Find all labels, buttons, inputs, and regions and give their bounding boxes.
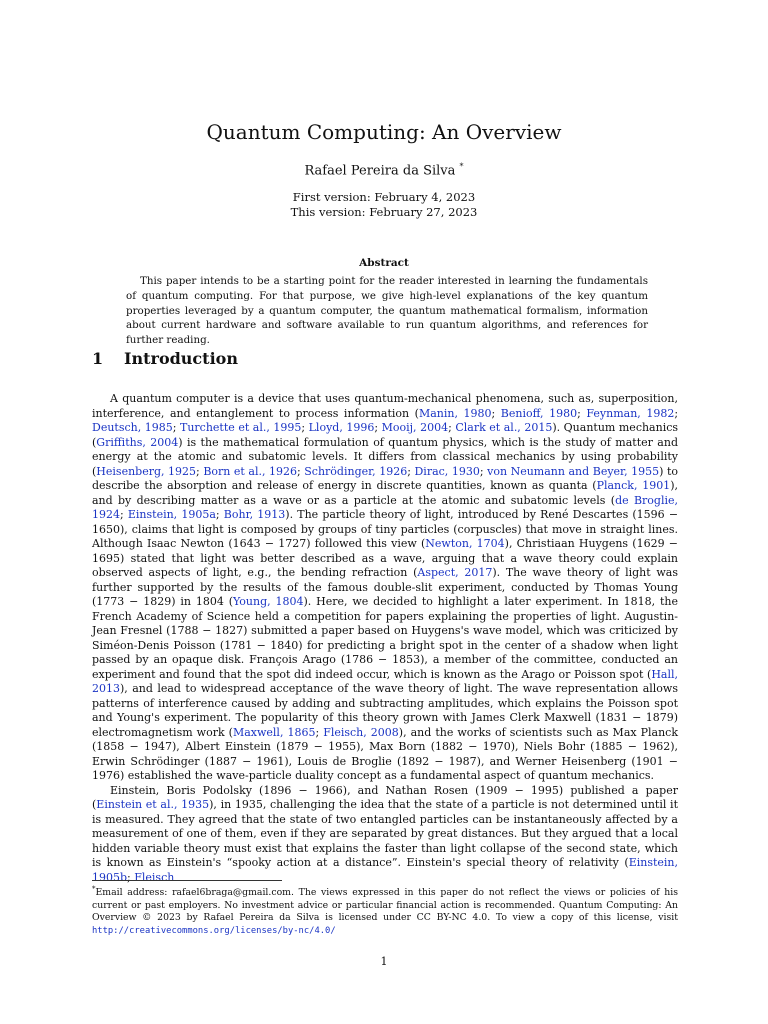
citation-link[interactable]: Griffiths, 2004: [96, 435, 179, 449]
footnote-mark: *: [92, 885, 96, 893]
body-text-run: ) to describe the absorption and release of energy in discrete quantities, known as quanta (: [92, 464, 679, 492]
first-version-date: First version: February 4, 2023: [292, 190, 476, 204]
citation-link[interactable]: Schrödinger, 1926: [304, 464, 408, 478]
body-text-run: ;: [215, 508, 224, 521]
footnote-divider: [92, 880, 282, 881]
body-text-run: ). The wave theory of light was further supported by the results of the famous double-slit experiment, conducted by Thomas Young (1773 − 1829) in 1804 (: [92, 566, 678, 608]
abstract-heading: Abstract: [359, 257, 409, 269]
body-text-run: ), and the works of scientists such as Max Planck (1858 − 1947), Albert Einstein (1879 − 1955), Max Born (1882 − 1970), Niels Bohr (1885 − 1962), Erwin Schrödinger (1887 − 1961), Louis de Broglie (1892 − 1987), and Werner Heisenberg (1901 − 1976) established the wave-particle duality concept as a fundamental aspect of quantum mechanics.: [92, 725, 678, 782]
body-text-run: ), and by describing matter as a wave or as a particle at the atomic and subatomic levels (: [92, 479, 678, 507]
body-text-run: ). Here, we decided to highlight a later experiment. In 1818, the French Academy of Science held a competition for papers explaining the properties of light. Augustin-Jean Fresnel (1788 − 1827) submitted a paper based on Huygens's wave model, which was criticized by Siméon-Denis Poisson (1781 − 1840) for predicting a bright spot in the center of a shadow when light passed by an opaque disk. François Arago (1786 − 1853), a member of the committee, conducted an experiment and found that the spot did indeed occur, which is known as the Arago or Poisson spot (: [92, 595, 678, 681]
citation-link[interactable]: Born et al., 1926: [203, 464, 297, 478]
body-text-run: ), Christiaan Huygens (1629 − 1695) stated that light was better described as a wave, arguing that a wave theory could explain observed aspects of light, e.g., the bending refraction (: [92, 537, 678, 579]
citation-link[interactable]: Einstein, 1905b: [92, 856, 678, 884]
body-text-run: ;: [301, 421, 309, 434]
this-version-date: This version: February 27, 2023: [290, 205, 478, 219]
citation-link[interactable]: Manin, 1980: [418, 406, 492, 420]
body-text-run: ;: [315, 725, 324, 739]
body-text-run: ). The particle theory of light, introduced by René Descartes (1596 − 1650), claims that light is composed by groups of tiny particles (corpuscles) that move in straight lines. Although Isaac Newton (1643 − 1727) followed this view (: [92, 508, 679, 550]
abstract-text: This paper intends to be a starting point for the reader interested in learning the fundamentals of quantum computing. For that purpose, we give high-level explanations of the key quantum properties leveraged by a quantum computer, the quantum mathematical formalism, information about current hardware and software available to run quantum algorithms, and references for further reading.: [126, 275, 648, 347]
introduction-body: [92, 392, 678, 885]
footnote: [92, 883, 678, 937]
body-paragraph: [92, 784, 678, 886]
footnote-text: Email address: rafael6braga@gmail.com. The views expressed in this paper do not reflect the views or policies of his current or past employers. No investment advice or particular financial action is recommended. Quantum Computing: An Overview © 2023 by Rafael Pereira da Silva is licensed under CC BY-NC 4.0. To view a copy of this license, visit: [92, 887, 678, 924]
body-paragraph: [92, 392, 678, 784]
citation-link[interactable]: Hall, 2013: [92, 667, 678, 695]
citation-link[interactable]: Clark et al., 2015: [455, 421, 553, 434]
citation-link[interactable]: Einstein et al., 1935: [96, 798, 210, 811]
body-text-run: ;: [491, 406, 501, 420]
citation-link[interactable]: Newton, 1704: [425, 537, 505, 550]
body-text-run: ), and lead to widespread acceptance of the wave theory of light. The wave representation allows patterns of interference caused by adding and subtracting amplitudes, which explains the Poisson spot and Young's experiment. The popularity of this theory grown with James Clerk Maxwell (1831 − 1879) electromagnetism work (: [92, 682, 678, 739]
paper-title: Quantum Computing: An Overview: [206, 120, 562, 144]
citation-link[interactable]: Aspect, 2017: [417, 566, 493, 579]
citation-link[interactable]: Feynman, 1982: [586, 406, 675, 420]
citation-link[interactable]: de Broglie, 1924: [92, 493, 678, 521]
citation-link[interactable]: Deutsch, 1985: [92, 421, 173, 434]
citation-link[interactable]: Dirac, 1930: [414, 464, 480, 478]
citation-link[interactable]: Young, 1804: [233, 595, 304, 608]
body-text-run: ;: [196, 464, 204, 478]
body-text-run: ;: [448, 421, 456, 434]
citation-link[interactable]: Fleisch: [134, 870, 175, 884]
body-text-run: ) is the mathematical formulation of quantum physics, which is the study of matter and energy at the atomic and subatomic levels. It differs from classical mechanics by using probability (: [92, 435, 678, 478]
citation-link[interactable]: Planck, 1901: [596, 479, 671, 492]
body-text-run: ;: [674, 406, 679, 420]
citation-link[interactable]: Bohr, 1913: [223, 508, 286, 521]
citation-link[interactable]: Heisenberg, 1925: [96, 464, 197, 478]
body-text-run: ), in 1935, challenging the idea that the state of a particle is not determined until it is measured. They agreed that the state of two entangled particles can be instantaneously affected by a measurement of one of them, even if they are separated by great distances. But they argued that a local hidden variable theory must exist that explains the faster than light collapse of the second state, which is known as Einstein's “spooky action at a distance”. Einstein's special theory of relativity (: [92, 798, 678, 869]
body-text-run: ;: [479, 464, 488, 478]
page-number: 1: [380, 955, 388, 968]
author-line: [0, 162, 768, 178]
citation-link[interactable]: Benioff, 1980: [500, 406, 578, 420]
section-heading: [92, 349, 238, 368]
citation-link[interactable]: von Neumann and Beyer, 1955: [487, 464, 660, 478]
section-number: 1: [92, 349, 104, 368]
body-text-run: ;: [297, 464, 305, 478]
citation-link[interactable]: Fleisch, 2008: [323, 725, 399, 739]
citation-link[interactable]: Einstein, 1905a: [127, 508, 216, 521]
body-text-run: Einstein, Boris Podolsky (1896 − 1966), and Nathan Rosen (1909 − 1995) published a paper (: [92, 783, 678, 811]
license-link[interactable]: http://creativecommons.org/licenses/by-nc/4.0/: [92, 925, 336, 936]
body-text-run: ;: [120, 508, 128, 521]
citation-link[interactable]: Turchette et al., 1995: [180, 421, 302, 434]
section-title: Introduction: [124, 349, 238, 368]
body-text-run: ). Quantum mechanics (: [92, 421, 679, 449]
body-text-run: ;: [127, 870, 135, 884]
citation-link[interactable]: Mooij, 2004: [381, 421, 449, 434]
body-text-run: ;: [407, 464, 415, 478]
author-footnote-mark[interactable]: *: [459, 162, 464, 171]
body-text-run: ;: [374, 421, 382, 434]
citation-link[interactable]: Maxwell, 1865: [232, 725, 316, 739]
body-text-run: A quantum computer is a device that uses quantum-mechanical phenomena, such as, superposition, interference, and entanglement to process information (: [92, 392, 678, 420]
body-text-run: ;: [577, 406, 587, 420]
citation-link[interactable]: Lloyd, 1996: [308, 421, 375, 434]
body-text-run: ;: [172, 421, 180, 434]
author-name: Rafael Pereira da Silva: [304, 163, 456, 179]
